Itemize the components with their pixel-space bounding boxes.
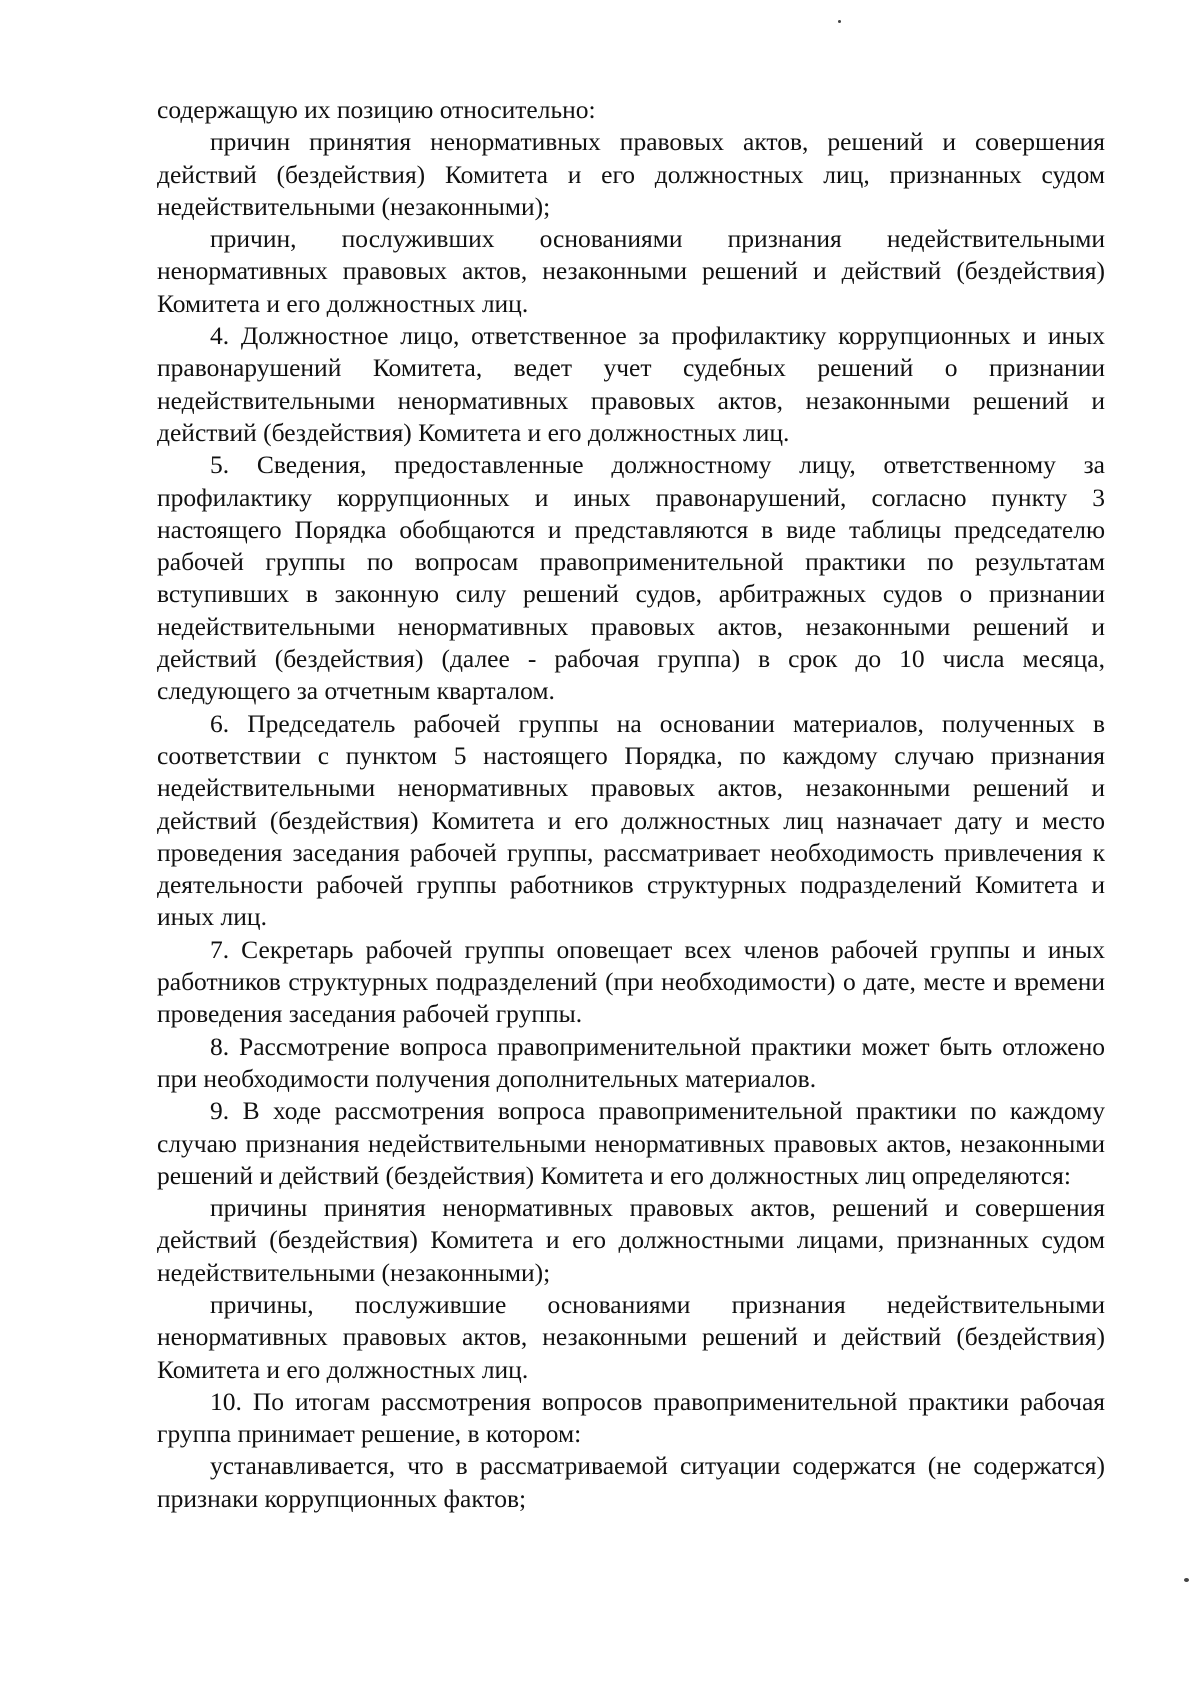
scan-speck-top (838, 20, 841, 23)
paragraph-item-5: 5. Сведения, предоставленные должностному лицу, ответственному за профилактику коррупционных и иных правонарушений, согласно пункту 3 настоящего Порядка обобщаются и представляются в виде таблицы председателю рабочей группы по вопросам правоприменительной практики по результатам вступивших в законную силу решений судов, арбитражных судов о признании недействительными ненормативных правовых актов, незаконными решений и действий (бездействия) (далее - рабочая группа) в срок до 10 числа месяца, следующего за отчетным кварталом. (157, 450, 1105, 706)
paragraph-item-10: 10. По итогам рассмотрения вопросов правоприменительной практики рабочая группа принимает решение, в котором: (157, 1386, 1105, 1449)
paragraph-item-9-reasons-invalidation: причины, послужившие основаниями признания недействительными ненормативных правовых актов, незаконными решений и действий (бездействия) Комитета и его должностных лиц. (157, 1289, 1105, 1384)
paragraph-item-4: 4. Должностное лицо, ответственное за профилактику коррупционных и иных правонарушений Комитета, ведет учет судебных решений о признании недействительными ненормативных правовых актов, незаконными решений и действий (бездействия) Комитета и его должностных лиц. (157, 321, 1105, 447)
paragraph-item-7: 7. Секретарь рабочей группы оповещает всех членов рабочей группы и иных работников структурных подразделений (при необходимости) о дате, месте и времени проведения заседания рабочей группы. (157, 934, 1105, 1029)
scan-speck-bottom-right (1184, 1578, 1189, 1582)
paragraph-item-6: 6. Председатель рабочей группы на основании материалов, полученных в соответствии с пунктом 5 настоящего Порядка, по каждому случаю признания недействительными ненормативных правовых актов, незаконными решений и действий (бездействия) Комитета и его должностных лиц назначает дату и место проведения заседания рабочей группы, рассматривает необходимость привлечения к деятельности рабочей группы работников структурных подразделений Комитета и иных лиц. (157, 708, 1105, 932)
paragraph-item-8: 8. Рассмотрение вопроса правоприменительной практики может быть отложено при необходимости получения дополнительных материалов. (157, 1031, 1105, 1093)
paragraph-item-9: 9. В ходе рассмотрения вопроса правоприменительной практики по каждому случаю признания недействительными ненормативных правовых актов, незаконными решений и действий (бездействия) Комитета и его должностных лиц определяются: (157, 1096, 1105, 1190)
document-body (157, 94, 1105, 1515)
paragraph-intro: содержащую их позицию относительно: (157, 95, 596, 124)
paragraph-item-9-reasons-adoption: причины принятия ненормативных правовых актов, решений и совершения действий (бездействия) Комитета и его должностными лицами, признанных судом недействительными (незаконными); (157, 1193, 1105, 1287)
paragraph-item-10-corruption-facts: устанавливается, что в рассматриваемой ситуации содержатся (не содержатся) признаки коррупционных фактов; (157, 1451, 1105, 1513)
paragraph-reasons-invalidation: причин, послуживших основаниями признания недействительными ненормативных правовых актов, незаконными решений и действий (бездействия) Комитета и его должностных лиц. (157, 224, 1105, 318)
paragraph-reasons-adoption: причин принятия ненормативных правовых актов, решений и совершения действий (бездействия) Комитета и его должностных лиц, признанных судом недействительными (незаконными); (157, 127, 1105, 221)
